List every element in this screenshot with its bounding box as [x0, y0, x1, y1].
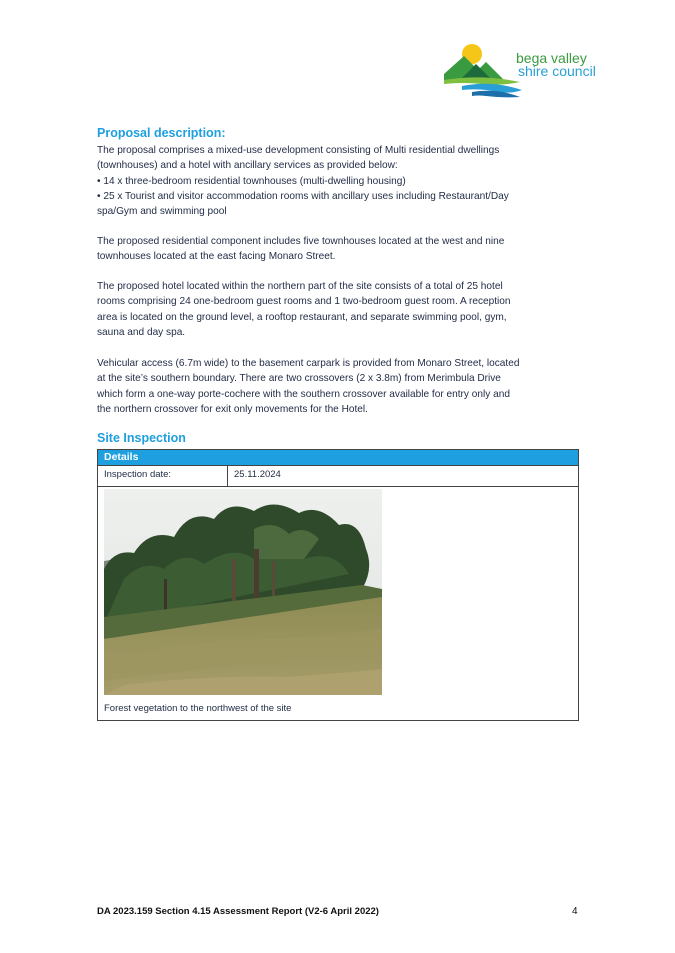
inspection-details-table [97, 449, 579, 721]
photo-caption: Forest vegetation to the northwest of the site [104, 703, 292, 714]
council-logo [442, 40, 632, 102]
text-line: area is located on the ground level, a rooftop restaurant, and separate swimming pool, gym, [97, 311, 507, 323]
proposal-paragraph-3 [97, 279, 587, 340]
text-line: the northern crossover for exit only movements for the Hotel. [97, 403, 368, 415]
site-inspection-heading: Site Inspection [97, 431, 186, 445]
bullet-item: • 14 x three-bedroom residential townhouses (multi-dwelling housing) [97, 175, 406, 187]
proposal-paragraph-2 [97, 234, 587, 265]
text-line: rooms comprising 24 one-bedroom guest rooms and 1 two-bedroom guest room. A reception [97, 296, 511, 308]
inspection-date-value: 25.11.2024 [234, 469, 281, 480]
text-line: spa/Gym and swimming pool [97, 206, 227, 218]
bullet-item: • 25 x Tourist and visitor accommodation rooms with ancillary uses including Restaurant/Day [97, 190, 509, 202]
text-line: townhouses located at the east facing Monaro Street. [97, 251, 336, 263]
logo-text-line1: bega valley [516, 50, 587, 66]
text-line: at the site’s southern boundary. There are two crossovers (2 x 3.8m) from Merimbula Drive [97, 373, 501, 385]
text-line: The proposed hotel located within the northern part of the site consists of a total of 25 hotel [97, 281, 503, 292]
text-line: Vehicular access (6.7m wide) to the basement carpark is provided from Monaro Street, located [97, 358, 520, 369]
site-photo [104, 489, 382, 695]
council-logo-icon [442, 40, 522, 102]
text-line: The proposal comprises a mixed-use development consisting of Multi residential dwellings [97, 145, 500, 156]
text-line: (townhouses) and a hotel with ancillary services as provided below: [97, 160, 398, 172]
page-number: 4 [572, 906, 578, 917]
text-line: sauna and day spa. [97, 326, 186, 338]
text-line: which form a one-way porte-cochere with the southern crossover available for entry only and [97, 388, 510, 400]
proposal-heading: Proposal description: [97, 126, 226, 140]
proposal-paragraph-1 [97, 143, 587, 219]
inspection-date-label: Inspection date: [98, 466, 228, 486]
logo-text-line2: shire council [518, 63, 596, 79]
table-header: Details [98, 450, 578, 466]
text-line: The proposed residential component includes five townhouses located at the west and nine [97, 236, 505, 247]
table-row [98, 466, 578, 487]
proposal-paragraph-4 [97, 356, 587, 417]
footer-report-title: DA 2023.159 Section 4.15 Assessment Report (V2-6 April 2022) [97, 906, 379, 917]
